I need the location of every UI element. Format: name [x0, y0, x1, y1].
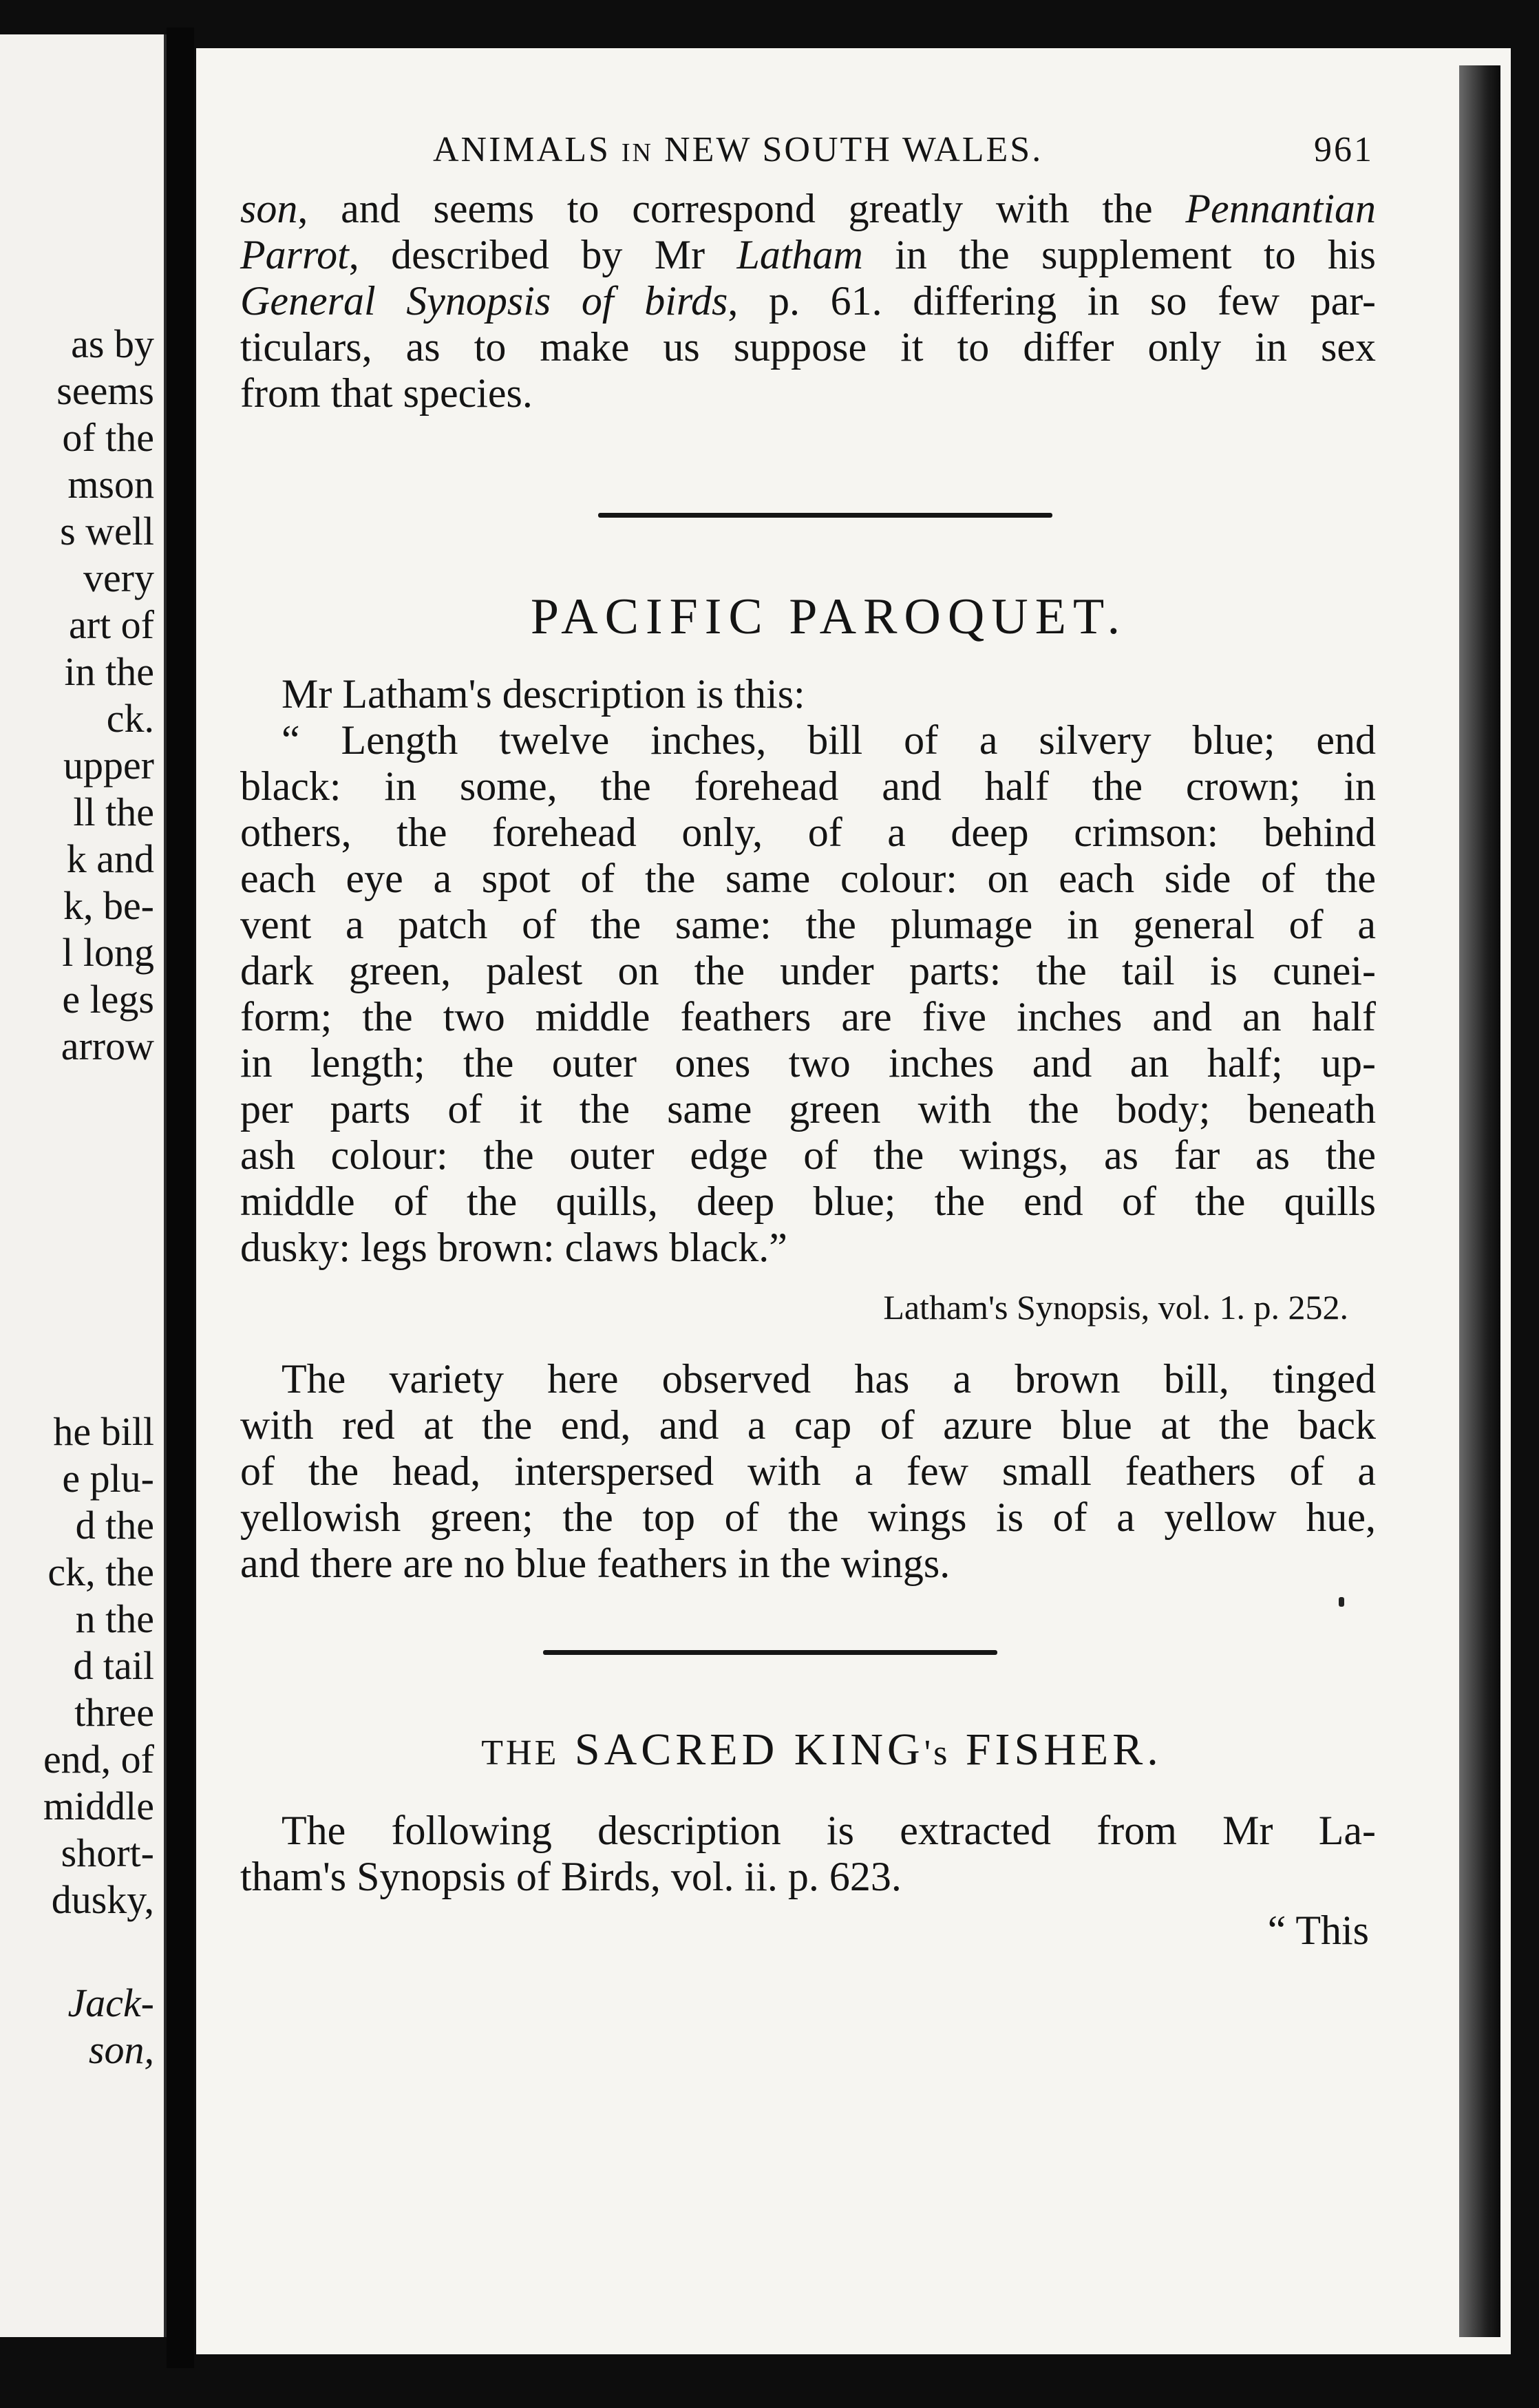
paragraph-continuation: son, and seems to correspond greatly with the Pennantian Parrot, described by Mr Latham in the supplement to his General Synopsis of birds, p. 61. differing in so few par- ticulars, as to make us suppose it to differ only in sex from that species. [240, 186, 1376, 416]
page-edge-shadow [1459, 65, 1500, 2337]
left-page-line: dusky, [51, 1877, 154, 1922]
text-line: yellowish green; the top of the wings is of a yellow hue, [240, 1495, 1376, 1540]
left-page-line: e plu- [62, 1456, 154, 1501]
text-line: form; the two middle feathers are five inches and an half [240, 994, 1376, 1039]
text-line: and there are no blue feathers in the wings. [240, 1541, 951, 1586]
left-page-line: e legs [62, 977, 154, 1022]
left-page-line: end, of [43, 1737, 154, 1782]
left-page-line: d tail [73, 1643, 154, 1688]
text-line: per parts of it the same green with the body; beneath [240, 1086, 1376, 1132]
page-number: 961 [1314, 130, 1374, 169]
left-page-line: ll the [73, 790, 154, 834]
left-page-line: son, [88, 2027, 154, 2072]
left-page-line: of the [62, 415, 154, 460]
page-content [240, 117, 1376, 1954]
text-line: vent a patch of the same: the plumage in general of a [240, 902, 1376, 947]
book-gutter [167, 28, 194, 2368]
left-page-line: seems [56, 368, 154, 413]
paragraph-variety [240, 1356, 1376, 1587]
section-rule [598, 513, 1052, 518]
left-page-line: art of [69, 602, 154, 647]
running-head [240, 117, 1376, 186]
left-page-line: Jack- [67, 1981, 154, 2025]
left-page-line: he bill [53, 1409, 154, 1454]
section-heading: PACIFIC PAROQUET. [530, 589, 1127, 645]
right-page [196, 48, 1511, 2354]
left-page-line: s well [60, 509, 154, 553]
section-rule [543, 1650, 997, 1655]
text-line: “ Length twelve inches, bill of a silvery blue; end [282, 717, 1376, 763]
left-page-line: short- [61, 1830, 154, 1875]
left-page-line: as by [71, 321, 154, 366]
left-page-line: ck, the [47, 1550, 154, 1594]
paragraph-latham-description: Mr Latham's description is this: “ Length twelve inches, bill of a silvery blue; end black: in some, the forehead and half the crown; in others, the forehead only, of a deep crimson: behind each eye a spot of the same colour: on each side of the vent a patch of the same: the plumage in general of a dark green, palest on the under parts: the tail is cunei- form; the two middle feathers are five inches and an half in length; the outer ones two inches and an half; up- per parts of it the same green with the body; beneath ash colour: the outer edge of the wings, as far as the middle of the quills, deep blue; the end of the quills dusky: legs brown: claws black.” [240, 671, 1376, 1270]
left-page-line: k, be- [63, 883, 154, 928]
text-line: with red at the end, and a cap of azure blue at the back [240, 1402, 1376, 1448]
text-line: dusky: legs brown: claws black.” [240, 1225, 787, 1270]
left-page-line: three [74, 1690, 154, 1735]
left-page-line: middle [43, 1784, 154, 1828]
text-line: The variety here observed has a brown bill, tinged [282, 1356, 1376, 1402]
left-page-line: l long [62, 930, 154, 975]
text-line: each eye a spot of the same colour: on each side of the [240, 856, 1376, 901]
text-line: in length; the outer ones two inches and an half; up- [240, 1040, 1376, 1086]
left-page-line: arrow [61, 1024, 154, 1068]
text-line: middle of the quills, deep blue; the end of the quills [240, 1179, 1376, 1224]
text-line: dark green, palest on the under parts: the tail is cunei- [240, 948, 1376, 993]
left-page-line: mson [67, 462, 154, 507]
text-line: black: in some, the forehead and half the crown; in [240, 763, 1376, 809]
running-title: ANIMALS IN NEW SOUTH WALES. [433, 130, 1043, 169]
left-page-line: upper [63, 743, 154, 788]
left-page-line: in the [64, 649, 154, 694]
citation: Latham's Synopsis, vol. 1. p. 252. [883, 1288, 1348, 1327]
left-page-line: ck. [106, 696, 154, 741]
text-line: ash colour: the outer edge of the wings, as far as the [240, 1132, 1376, 1178]
left-page-line: d the [75, 1503, 154, 1548]
paragraph-following: The following description is extracted from Mr La- tham's Synopsis of Birds, vol. ii. p. 623. [240, 1808, 1376, 1899]
left-page-line: very [83, 556, 154, 600]
left-page-line: k and [66, 836, 154, 881]
text-line: of the head, interspersed with a few small feathers of a [240, 1448, 1376, 1494]
left-page-fragment [0, 34, 167, 2337]
text-line: others, the forehead only, of a deep crimson: behind [240, 810, 1376, 855]
catchword: “ This [1267, 1908, 1369, 1953]
stray-mark [1339, 1597, 1344, 1607]
left-page-line: n the [75, 1596, 154, 1641]
section-heading-kingfisher: THE SACRED KING's FISHER. [481, 1724, 1163, 1775]
